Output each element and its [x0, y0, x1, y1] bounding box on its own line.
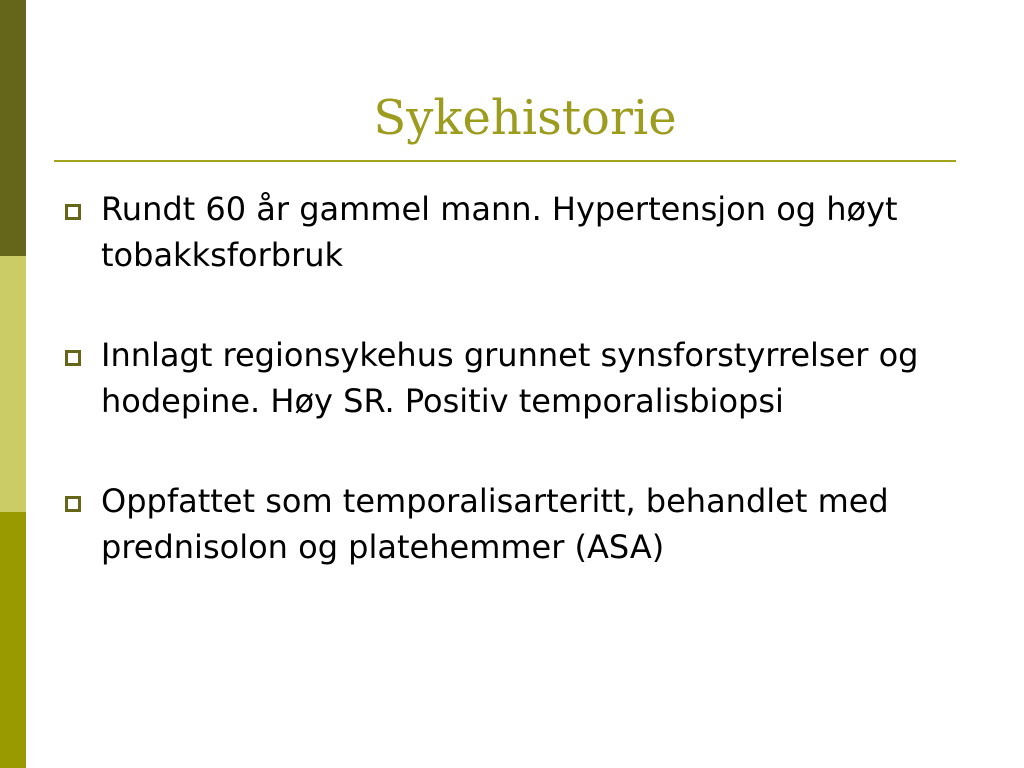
bullet-item — [65, 478, 965, 570]
hollow-square-icon — [65, 204, 81, 220]
left-accent-bar — [0, 0, 26, 768]
bullet-list — [65, 186, 965, 570]
title-divider — [54, 160, 956, 162]
hollow-square-icon — [65, 496, 81, 512]
bullet-text: Rundt 60 år gammel mann. Hypertensjon og høyt tobakksforbruk — [101, 190, 898, 274]
accent-bar-middle-segment — [0, 256, 26, 512]
slide-title: Sykehistorie — [373, 90, 677, 146]
bullet-item — [65, 332, 965, 424]
bullet-text: Oppfattet som temporalisarteritt, behandlet med prednisolon og platehemmer (ASA) — [101, 482, 889, 566]
accent-bar-top-segment — [0, 0, 26, 256]
bullet-text: Innlagt regionsykehus grunnet synsforstyrrelser og hodepine. Høy SR. Positiv temporalisbiopsi — [101, 336, 919, 420]
bullet-item — [65, 186, 965, 278]
hollow-square-icon — [65, 350, 81, 366]
accent-bar-bottom-segment — [0, 512, 26, 768]
